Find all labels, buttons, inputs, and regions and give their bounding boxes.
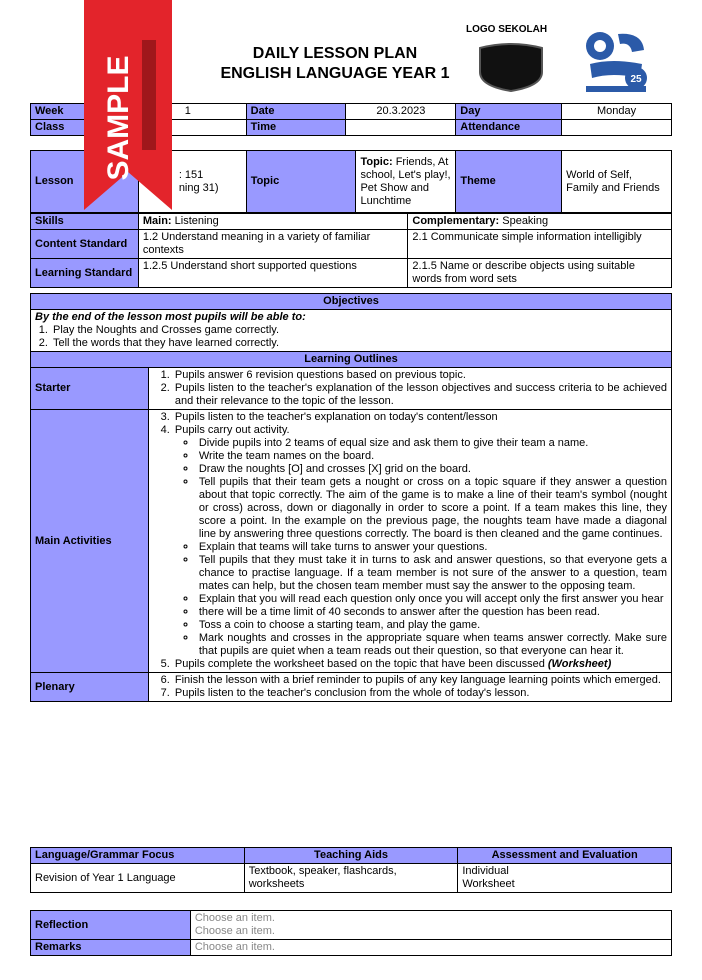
content-standard-comp: 2.1 Communicate simple information intelligibly [408, 230, 672, 259]
starter-label: Starter [31, 368, 149, 410]
activity-bullet: ◦ Divide pupils into 2 teams of equal size and ask them to give their team a name. [197, 437, 667, 450]
lesson-value-line2: ning 31) [178, 181, 219, 194]
content-standard-label: Content Standard [31, 230, 139, 259]
topic-prefix: Topic: [360, 155, 393, 168]
time-value [346, 120, 456, 136]
attendance-value [562, 120, 672, 136]
assessment-line-1: Individual [462, 865, 509, 877]
remarks-choose-item[interactable]: Choose an item. [190, 940, 671, 956]
teaching-aids-label: Teaching Aids [244, 848, 458, 864]
theme-label: Theme [456, 151, 562, 213]
activity-bullet: ◦ Toss a coin to choose a starting team, and play the game. [197, 619, 667, 632]
objectives-body [31, 310, 672, 352]
day-value: Monday [562, 104, 672, 120]
sample-text: SAMPLE [102, 55, 135, 181]
week-value: 1 [138, 104, 246, 120]
reflection-dropdowns [190, 911, 671, 940]
week-label: Week [31, 104, 139, 120]
skills-main [138, 214, 408, 230]
activity-bullet: ◦ Mark noughts and crosses in the appropriate square when teams answer correctly. Make sure that pupils are quiet when a team reads out their question, so that everyone can hear it. [197, 632, 667, 658]
skills-comp [408, 214, 672, 230]
topic-label: Topic [246, 151, 356, 213]
teaching-aids-value: Textbook, speaker, flashcards, worksheets [244, 864, 458, 893]
objectives-heading: Objectives [31, 294, 672, 310]
skills-label: Skills [31, 214, 139, 230]
main-item-text: Pupils carry out activity. [174, 424, 290, 436]
plenary-item: 6. Finish the lesson with a brief reminder to pupils of any key language learning points which emerged. [173, 674, 667, 687]
main-item: 3. Pupils listen to the teacher's explanation on today's content/lesson [173, 411, 667, 424]
main-activities-label: Main Activities [31, 410, 149, 673]
reflection-choose-item[interactable]: Choose an item. [194, 912, 275, 924]
lesson-value-line1: : 151 [178, 168, 204, 181]
skills-comp-value: Speaking [499, 215, 549, 227]
date-label: Date [246, 104, 346, 120]
main-item-5-text: Pupils complete the worksheet based on the topic that have been discussed [174, 658, 548, 670]
plenary-item: 7. Pupils listen to the teacher's conclusion from the whole of today's lesson. [173, 687, 667, 700]
school-logo-icon [582, 28, 650, 94]
assessment-line-2: Worksheet [462, 878, 515, 890]
attendance-label: Attendance [456, 120, 562, 136]
learning-standard-main: 1.2.5 Understand short supported questions [138, 259, 408, 288]
lesson-label: Lesson [31, 151, 139, 213]
objective-item: 1. Play the Noughts and Crosses game correctly. [51, 324, 667, 337]
skills-main-prefix: Main: [142, 215, 172, 227]
skills-table [30, 213, 672, 288]
time-label: Time [246, 120, 346, 136]
skills-comp-prefix: Complementary: [412, 215, 500, 227]
starter-item: 1. Pupils answer 6 revision questions based on previous topic. [173, 369, 667, 382]
activity-bullet: ◦ Explain that you will read each question only once you will accept only the first answer you hear [197, 593, 667, 606]
learning-standard-label: Learning Standard [31, 259, 139, 288]
page-title [190, 44, 480, 84]
footer-table [30, 847, 672, 893]
reflection-choose-item[interactable]: Choose an item. [194, 925, 275, 937]
theme-value: World of Self, Family and Friends [562, 151, 672, 213]
day-label: Day [456, 104, 562, 120]
starter-body [148, 368, 671, 410]
plenary-body [148, 673, 671, 702]
outlines-table [30, 293, 672, 702]
main-item [173, 658, 667, 671]
worksheet-emphasis: (Worksheet) [547, 658, 612, 670]
title-line-1: DAILY LESSON PLAN [252, 45, 418, 62]
learning-outlines-heading: Learning Outlines [31, 352, 672, 368]
date-value: 20.3.2023 [346, 104, 456, 120]
content-standard-main: 1.2 Understand meaning in a variety of familiar contexts [138, 230, 408, 259]
topic-value [356, 151, 456, 213]
shield-logo-icon [476, 42, 546, 92]
activity-bullet: ◦ Tell pupils that they must take it in turns to ask and answer questions, so that everyone gets a chance to practise language. If a team member is not sure of the answer to a question, team mates can help, but the chosen team member must say the answer to the opposing team. [197, 554, 667, 593]
starter-item: 2. Pupils listen to the teacher's explanation of the lesson objectives and success criteria to be achieved and their relevance to the topic of the lesson. [173, 382, 667, 408]
main-item [173, 424, 667, 658]
activity-bullet: ◦ Explain that teams will take turns to answer your questions. [197, 541, 667, 554]
remarks-label: Remarks [31, 940, 191, 956]
sample-ribbon [84, 0, 172, 210]
activity-bullet: ◦ Write the team names on the board. [197, 450, 667, 463]
skills-main-value: Listening [171, 215, 219, 227]
plenary-label: Plenary [31, 673, 149, 702]
reflection-label: Reflection [31, 911, 191, 940]
reflection-table [30, 910, 672, 956]
logo-label: LOGO SEKOLAH [466, 24, 548, 35]
activity-bullet: ◦ Draw the noughts [O] and crosses [X] grid on the board. [197, 463, 667, 476]
title-line-2: ENGLISH LANGUAGE YEAR 1 [220, 65, 450, 82]
learning-standard-comp: 2.1.5 Name or describe objects using suitable words from word sets [408, 259, 672, 288]
class-label: Class [31, 120, 139, 136]
objectives-intro: By the end of the lesson most pupils will be able to: [35, 311, 306, 323]
grammar-focus-label: Language/Grammar Focus [31, 848, 245, 864]
activity-bullet: ◦ Tell pupils that their team gets a nought or cross on a topic square if they answer a question about that topic correctly. The aim of the game is to make a line of their team's symbol (nought or cross) across, down or diagonally in order to score a point. If a team makes this line, they score a point. In the example on the previous page, the noughts team have made a diagonal line by answering three questions correctly. The board is then cleaned and the game continues. [197, 476, 667, 541]
topic-text: Friends, At school, Let's play!, Pet Show and Lunchtime [360, 155, 451, 207]
assessment-value [458, 864, 672, 893]
logo-badge-number: 25 [630, 74, 642, 85]
assessment-label: Assessment and Evaluation [458, 848, 672, 864]
main-activities-body [148, 410, 671, 673]
grammar-focus-value: Revision of Year 1 Language [31, 864, 245, 893]
activity-bullet: ◦ there will be a time limit of 40 seconds to answer after the question has been read. [197, 606, 667, 619]
objective-item: 2. Tell the words that they have learned correctly. [51, 337, 667, 350]
